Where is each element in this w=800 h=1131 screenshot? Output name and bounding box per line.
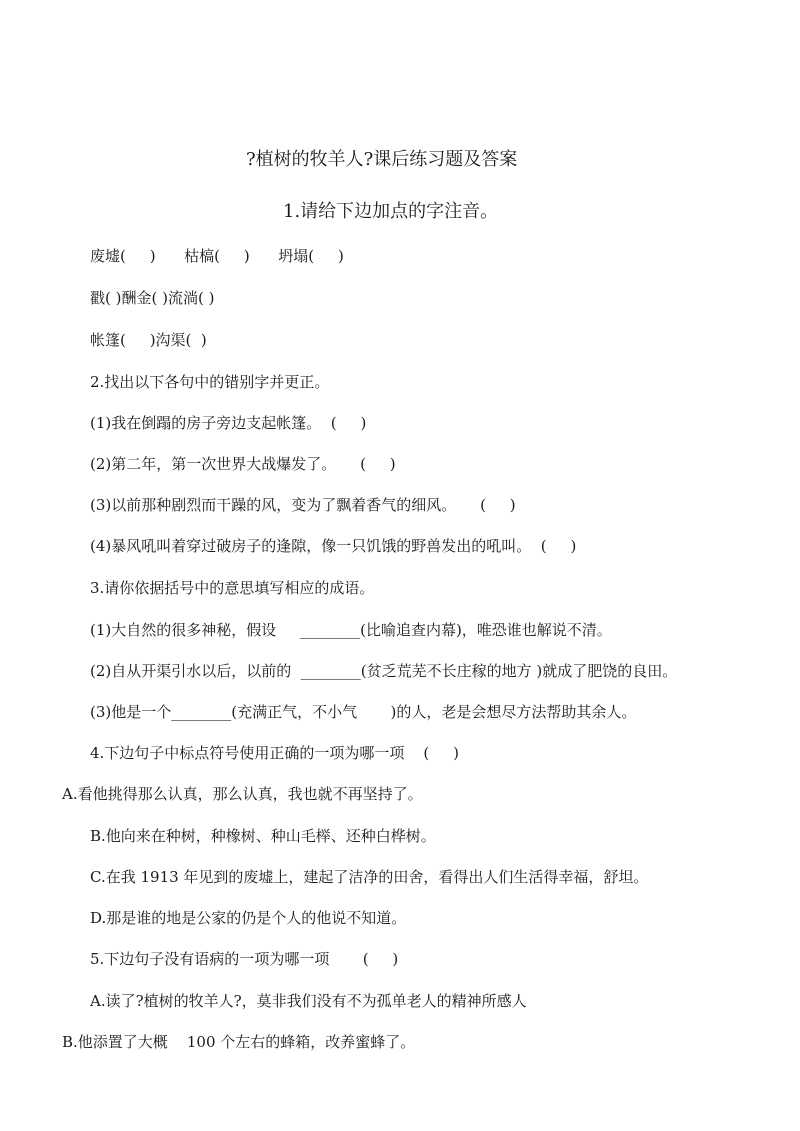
question-3-heading: 3.请你依据括号中的意思填写相应的成语。 (90, 579, 375, 597)
question-4-option-c: C.在我 1913 年见到的废墟上，建起了洁净的田舍，看得出人们生活得幸福，舒坦。 (90, 868, 649, 886)
question-2-item-3: (3)以前那种剧烈而干躁的风，变为了飘着香气的细风。 ( ) (90, 496, 516, 514)
question-4-option-a: A.看他挑得那么认真，那么认真，我也就不再坚持了。 (62, 785, 423, 803)
question-4-option-d: D.那是谁的地是公家的仍是个人的他说不知道。 (90, 909, 407, 927)
question-3-item-2: (2)自从开渠引水以后，以前的 ________(贫乏荒芜不长庄稼的地方 )就成了肥饶的良田。 (90, 662, 678, 680)
question-5-heading: 5.下边句子没有语病的一项为哪一项 ( ) (90, 950, 399, 968)
question-4-heading: 4.下边句子中标点符号使用正确的一项为哪一项 ( ) (90, 744, 459, 762)
question-3-item-3: (3)他是一个________(充满正气，不小气 )的人，老是会想尽方法帮助其余人。 (90, 703, 637, 721)
question-4-option-b: B.他向来在种树，种橡树、种山毛榉、还种白桦树。 (90, 827, 436, 845)
document-title: ?植树的牧羊人?课后练习题及答案 (246, 149, 518, 170)
question-2-item-1: (1)我在倒蹋的房子旁边支起帐篷。 ( ) (90, 414, 367, 432)
question-1-row-1: 废墟( ) 枯槁( ) 坍塌( ) (90, 247, 344, 265)
question-1-row-2: 戳( )酬金( )流淌( ) (90, 289, 215, 307)
question-2-heading: 2.找出以下各句中的错别字并更正。 (90, 373, 330, 391)
question-2-item-2: (2)第二年，第一次世界大战爆发了。 ( ) (90, 455, 396, 473)
question-5-option-a: A.读了?植树的牧羊人?，莫非我们没有不为孤单老人的精神所感人 (90, 992, 527, 1010)
question-5-option-b: B.他添置了大概 100 个左右的蜂箱，改养蜜蜂了。 (62, 1033, 416, 1051)
question-1-row-3: 帐篷( )沟渠( ) (90, 331, 207, 349)
question-1-heading: 1.请给下边加点的字注音。 (283, 201, 499, 222)
question-2-item-4: (4)暴风吼叫着穿过破房子的逢隙，像一只饥饿的野兽发出的吼叫。 ( ) (90, 537, 577, 555)
question-3-item-1: (1)大自然的很多神秘，假设 ________(比喻追查内幕)，唯恐谁也解说不清。 (90, 621, 612, 639)
